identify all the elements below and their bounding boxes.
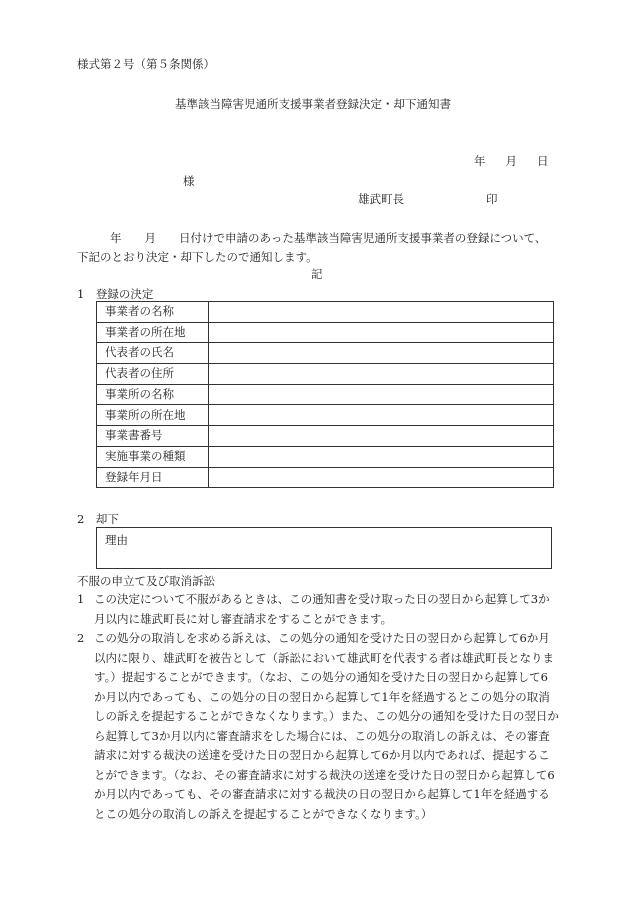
- item-number: 2: [77, 631, 85, 645]
- row-label: 代表者の氏名: [97, 343, 209, 364]
- row-value: [209, 446, 554, 467]
- reason-label: 理由: [105, 533, 128, 547]
- row-value: [209, 405, 554, 426]
- table-row: [97, 302, 554, 323]
- row-label: 事業所の所在地: [97, 405, 209, 426]
- section-2-heading: 2 却下: [77, 512, 119, 526]
- row-label: 事業書番号: [97, 426, 209, 447]
- body-line-2: 下記のとおり決定・却下したので通知します。: [77, 250, 318, 264]
- row-value: [209, 384, 554, 405]
- row-value: [209, 426, 554, 447]
- table-row: [97, 467, 554, 488]
- table-row: [97, 446, 554, 467]
- row-value: [209, 322, 554, 343]
- addressee: 様: [183, 174, 195, 188]
- table-row: [97, 343, 554, 364]
- row-value: [209, 343, 554, 364]
- section-1-heading: 1 登録の決定: [77, 287, 154, 301]
- body-paragraph: [77, 229, 562, 267]
- row-label: 代表者の住所: [97, 364, 209, 385]
- appeal-item-1: [77, 590, 559, 629]
- date-line: [474, 155, 549, 169]
- table-row: [97, 384, 554, 405]
- row-value: [209, 467, 554, 488]
- document-title: 基準該当障害児通所支援事業者登録決定・却下通知書: [175, 97, 451, 111]
- date-month: 月: [505, 154, 517, 168]
- row-label: 事業者の所在地: [97, 322, 209, 343]
- issuer: [358, 193, 498, 207]
- form-number: 様式第２号（第５条関係）: [77, 57, 215, 71]
- ki-mark: 記: [311, 267, 323, 281]
- item-number: 1: [77, 592, 85, 606]
- reason-box: [96, 527, 552, 569]
- appeal-item-2: [77, 629, 559, 824]
- table-row: [97, 364, 554, 385]
- row-label: 事業所の名称: [97, 384, 209, 405]
- table-row: [97, 426, 554, 447]
- issuer-name: 雄武町長: [358, 192, 404, 206]
- item-text: この決定について不服があるときは、この通知書を受け取った日の翌日から起算して3か月以内に雄武町長に対し審査請求をすることができます。: [94, 592, 550, 626]
- item-text: この処分の取消しを求める訴えは、この処分の通知を受けた日の翌日から起算して6か月以内に限り、雄武町を被告として（訴訟において雄武町を代表する者は雄武町長となります。）提起することができます。（なお、この処分の通知を受けた日の翌日から起算して6か月以内であっても、この処分の日の翌日から起算して1年を経過するとこの処分の取消しの訴えを提起することができなくなります。）また、この処分の通知を受けた日の翌日から起算して3か月以内に審査請求をした場合には、この処分の取消しの訴えは、その審査請求に対する裁決の送達を受けた日の翌日から起算して6か月以内であれば、提起することができます。（なお、その審査請求に対する裁決の送達を受けた日の翌日から起算して6か月以内であっても、その審査請求に対する裁決の日の翌日から起算して1年を経過するとこの処分の取消しの訴えを提起することができなくなります。）: [94, 631, 559, 821]
- date-day: 日: [537, 154, 549, 168]
- body-line-1: 年 月 日付けで申請のあった基準該当障害児通所支援事業者の登録について、: [110, 231, 547, 245]
- row-label: 事業者の名称: [97, 302, 209, 323]
- registration-table: [96, 301, 554, 488]
- date-year: 年: [474, 154, 486, 168]
- row-label: 登録年月日: [97, 467, 209, 488]
- seal-mark: 印: [486, 192, 498, 206]
- table-row: [97, 322, 554, 343]
- row-label: 実施事業の種類: [97, 446, 209, 467]
- table-row: [97, 405, 554, 426]
- appeal-heading: 不服の申立て及び取消訴訟: [77, 574, 215, 588]
- row-value: [209, 364, 554, 385]
- row-value: [209, 302, 554, 323]
